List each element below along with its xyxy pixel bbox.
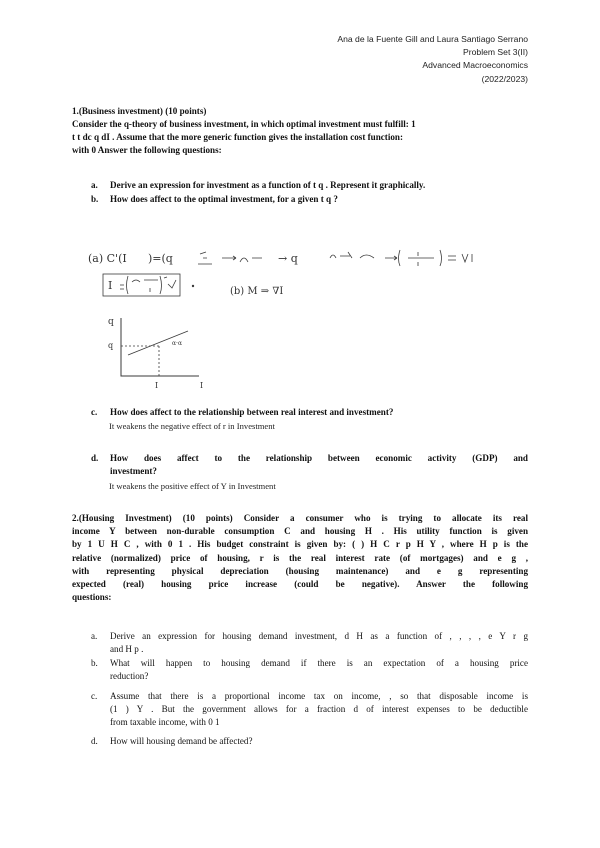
hw-boxed-i: I bbox=[108, 279, 113, 292]
item-text: Derive an expression for investment as a function of t q . Represent it graphically. bbox=[110, 180, 426, 190]
q2-intro-line: expected (real) housing price increase (could be negative). Answer the following bbox=[72, 579, 528, 590]
item-text-line: How does affect to the relationship between economic activity (GDP) and bbox=[110, 453, 528, 463]
hw-eq-a-right: → q bbox=[278, 252, 298, 265]
q1-intro-line: Consider the q-theory of business investment, in which optimal investment must fulfill: 1 bbox=[72, 119, 416, 129]
q2-intro bbox=[72, 512, 528, 604]
item-letter: c. bbox=[91, 407, 98, 417]
hw-arrow-1 bbox=[222, 256, 236, 260]
item-letter: b. bbox=[91, 658, 98, 668]
hw-graph-x-label: I bbox=[200, 381, 204, 390]
item-text-line: reduction? bbox=[110, 671, 149, 681]
q2-intro-line: questions: bbox=[72, 592, 112, 603]
item-text-line: from taxable income, with 0 1 bbox=[110, 717, 220, 727]
item-text-line: and H p . bbox=[110, 644, 144, 654]
hw-boxed-expr bbox=[120, 276, 176, 294]
hw-eq-tail bbox=[330, 252, 374, 258]
item-text-line: (1 ) Y . But the government allows for a fraction d of interest expenses to be deductible bbox=[110, 704, 528, 714]
item-letter: d. bbox=[91, 453, 99, 463]
hw-eq-a-mid: )=(q bbox=[148, 252, 173, 265]
header-year: (2022/2023) bbox=[481, 73, 528, 84]
q1-intro-line: with 0 Answer the following questions: bbox=[72, 145, 222, 156]
item-text-line: What will happen to housing demand if there is an expectation of a housing price bbox=[110, 658, 528, 668]
item-text-line: Derive an expression for housing demand investment, d H as a function of , , , , e Y r g bbox=[110, 631, 528, 641]
item-text-line: How will housing demand be affected? bbox=[110, 736, 253, 746]
item-text: How does affect to the optimal investment, for a given t q ? bbox=[110, 194, 338, 204]
hw-b-answer: (b) M ⇒ ∇I bbox=[230, 286, 284, 297]
hw-graph-i-star: I bbox=[155, 381, 159, 390]
q1-title: 1.(Business investment) (10 points) bbox=[72, 106, 207, 116]
hw-fraction-mark bbox=[198, 252, 212, 264]
q2-intro-line bbox=[72, 512, 528, 525]
q2-intro-text: Consider a consumer who is trying to allocate its real bbox=[232, 513, 528, 523]
q1-answer-d: It weakens the positive effect of Y in Investment bbox=[109, 481, 276, 491]
item-letter: c. bbox=[91, 691, 98, 701]
header-authors: Ana de la Fuente Gill and Laura Santiago Serrano bbox=[337, 34, 528, 44]
q2-intro-line: income Y between non-durable consumption C and housing H . His utility function is given bbox=[72, 526, 528, 537]
item-text-line: Assume that there is a proportional income tax on income, , so that disposable income is bbox=[110, 691, 528, 701]
hw-eq-a-left: (a) C'(I bbox=[88, 252, 127, 265]
item-letter: b. bbox=[91, 194, 99, 204]
hw-graph-line-label: α·α bbox=[172, 340, 183, 347]
hw-graph-y-label: q bbox=[108, 317, 114, 327]
item-text-line: investment? bbox=[110, 466, 157, 476]
q1-intro-line: t t dc q dI . Assume that the more generic function gives the installation cost function: bbox=[72, 132, 403, 143]
q2-intro-line: by 1 U H C , with 0 1 . His budget constraint is given by: ( ) H C r p H Y , where H p is the bbox=[72, 539, 528, 550]
hw-graph-axes bbox=[121, 318, 199, 376]
item-letter: d. bbox=[91, 736, 98, 746]
item-text: How does affect to the relationship between real interest and investment? bbox=[110, 407, 394, 417]
hw-graph-q-star: q bbox=[108, 341, 114, 350]
handwritten-solution bbox=[0, 240, 600, 400]
hw-eq-fraction bbox=[385, 250, 442, 266]
hw-eq-end bbox=[448, 254, 472, 262]
q2-intro-line: relative (normalized) price of housing, r is the real interest rate (of mortgages) and e g , bbox=[72, 552, 528, 563]
header-course: Advanced Macroeconomics bbox=[422, 60, 528, 71]
q2-intro-line: with representing physical depreciation (housing maintenance) and e g representing bbox=[72, 565, 528, 576]
header-problem-set: Problem Set 3(II) bbox=[463, 47, 528, 58]
page-header bbox=[337, 33, 528, 86]
q1-intro bbox=[72, 118, 528, 158]
hw-scribble bbox=[240, 258, 262, 262]
item-letter: a. bbox=[91, 631, 98, 641]
q2-title: 2.(Housing Investment) (10 points) bbox=[72, 513, 233, 523]
item-letter: a. bbox=[91, 180, 98, 190]
q1-answer-c: It weakens the negative effect of r in Investment bbox=[109, 421, 275, 431]
hw-dot bbox=[192, 285, 194, 287]
